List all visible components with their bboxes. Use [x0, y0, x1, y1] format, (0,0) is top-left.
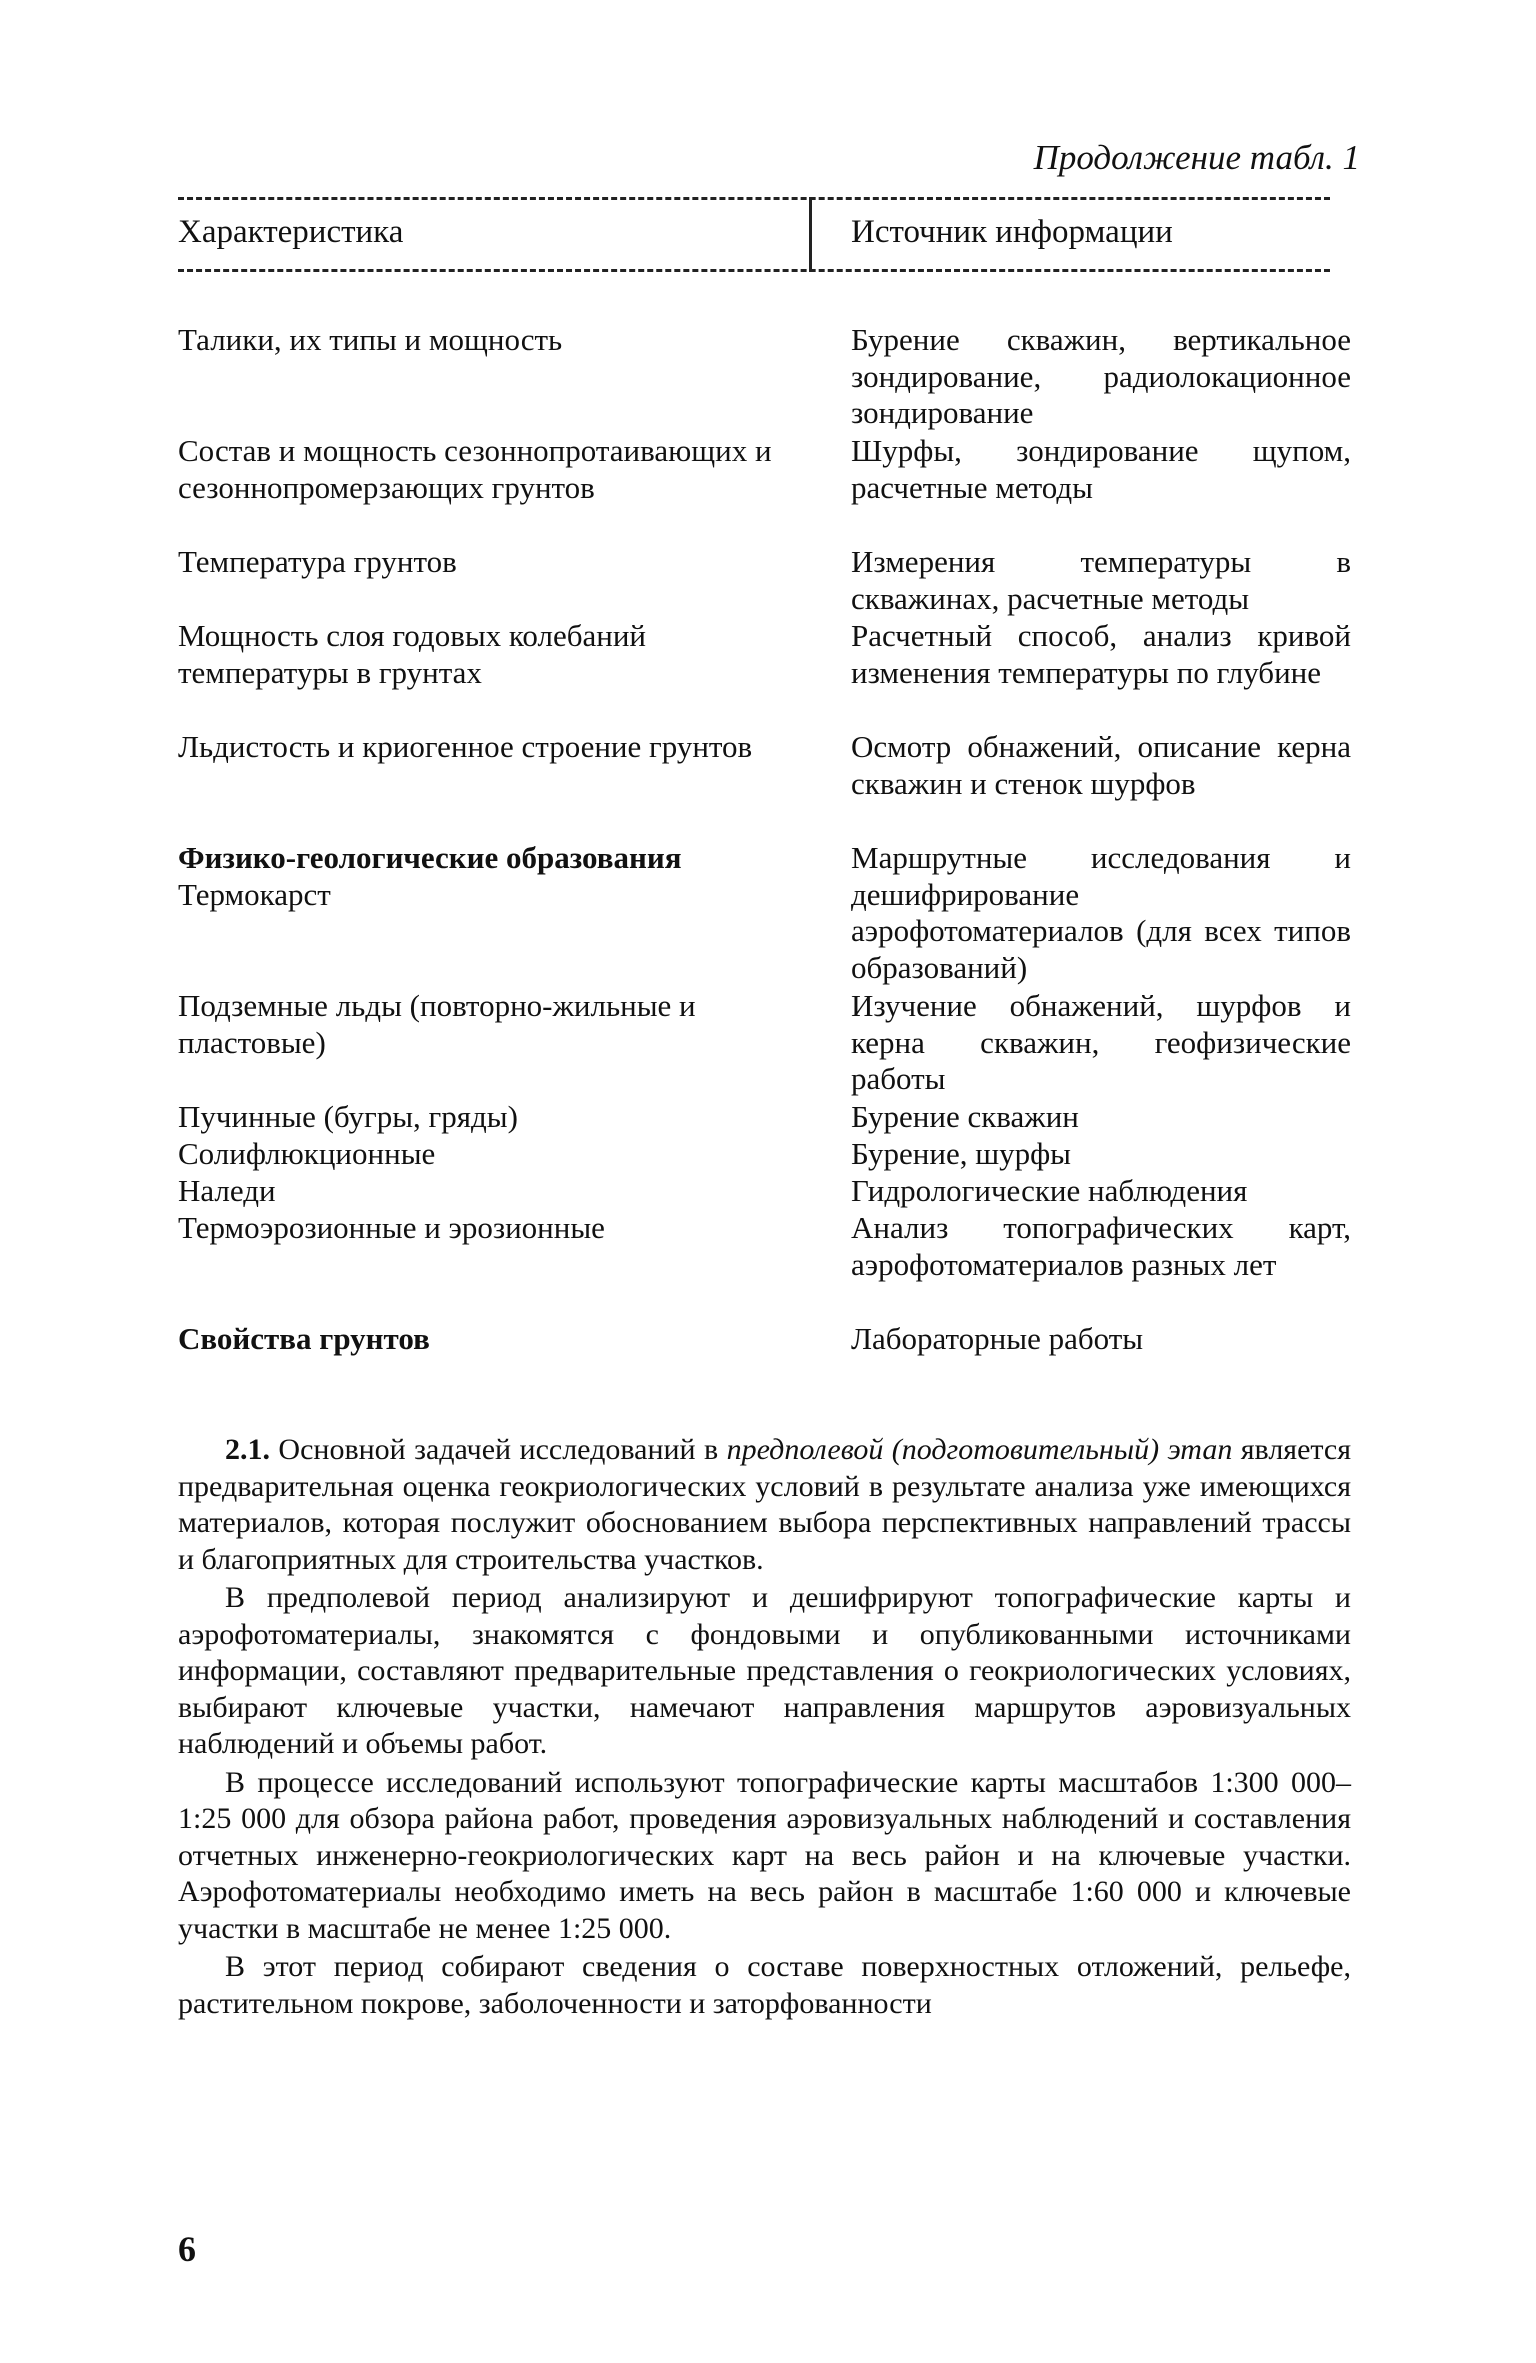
paragraph: В процессе исследований используют топографические карты масштабов 1:300 000–1:25 000 для обзора района работ, проведения аэровизуальных наблюдений и составления отчетных инженерно-геокриологических карт на весь район и на ключевые участки. Аэрофотоматериалы необходимо иметь на весь район в масштабе 1:60 000 и ключевые участки в масштабе не менее 1:25 000.	[178, 1765, 1351, 1945]
table-row	[0, 729, 1536, 840]
table-row	[0, 1173, 1536, 1210]
row-characteristic	[178, 840, 778, 913]
row-characteristic-text: Термокарст	[178, 876, 331, 912]
paragraph	[178, 1432, 1351, 1578]
table-row	[0, 1136, 1536, 1173]
table-row	[0, 1099, 1536, 1136]
table-row	[0, 322, 1536, 433]
row-characteristic: Свойства грунтов	[178, 1321, 430, 1356]
row-characteristic: Солифлюкционные	[178, 1136, 436, 1171]
table-caption: Продолжение табл. 1	[1033, 138, 1360, 177]
row-characteristic: Пучинные (бугры, гряды)	[178, 1099, 518, 1134]
row-characteristic: Термоэрозионные и эрозионные	[178, 1210, 605, 1245]
row-characteristic: Температура грунтов	[178, 544, 457, 579]
row-characteristic: Подземные льды (повторно-жильные и пластовые)	[178, 988, 696, 1060]
row-source: Осмотр обнажений, описание керна скважин и стенок шурфов	[851, 729, 1351, 801]
row-source: Бурение скважин, вертикальное зондирование, радиолокационное зондирование	[851, 322, 1351, 430]
table-row	[0, 433, 1536, 544]
paragraph: В этот период собирают сведения о составе поверхностных отложений, рельефе, растительном покрове, заболоченности и заторфованности	[178, 1950, 1351, 2020]
row-source: Гидрологические наблюдения	[851, 1173, 1248, 1208]
row-source: Бурение, шурфы	[851, 1136, 1072, 1171]
row-source: Изучение обнажений, шурфов и керна скважин, геофизические работы	[851, 988, 1351, 1096]
table-row	[0, 840, 1536, 988]
column-header-characteristic: Характеристика	[178, 214, 404, 250]
table-row	[0, 544, 1536, 618]
paragraph-text: является предварительная оценка геокриологических условий в результате анализа уже имеющихся материалов, которая послужит обоснованием выбора перспективных направлений трассы и благоприятных для строительства участков.	[178, 1433, 1351, 1576]
table-row	[0, 1321, 1536, 1358]
row-source: Лабораторные работы	[851, 1321, 1144, 1356]
section-number: 2.1.	[225, 1433, 270, 1466]
row-characteristic: Мощность слоя годовых колебаний температуры в грунтах	[178, 618, 647, 690]
row-source: Измерения температуры в скважинах, расчетные методы	[851, 544, 1351, 616]
paragraph: В предполевой период анализируют и дешифрируют топографические карты и аэрофотоматериалы, знакомятся с фондовыми и опубликованными источниками информации, составляют предварительные представления о геокриологических условиях, выбирают ключевые участки, намечают направления маршрутов аэровизуальных наблюдений и объемы работ.	[178, 1581, 1351, 1760]
row-source: Маршрутные исследования и дешифрирование аэрофотоматериалов (для всех типов образований)	[851, 840, 1351, 985]
row-characteristic: Льдистость и криогенное строение грунтов	[178, 729, 753, 764]
column-header-source: Источник информации	[851, 214, 1173, 250]
row-group-heading: Физико-геологические образования	[178, 840, 682, 875]
row-source: Шурфы, зондирование щупом, расчетные методы	[851, 433, 1351, 505]
row-source: Расчетный способ, анализ кривой изменения температуры по глубине	[851, 618, 1351, 690]
page-number: 6	[178, 2229, 196, 2269]
table-column-divider	[809, 197, 812, 272]
row-source: Анализ топографических карт, аэрофотоматериалов разных лет	[851, 1210, 1351, 1282]
body-text	[178, 1432, 1351, 2022]
table-top-rule	[178, 197, 1330, 200]
emphasis-text: предполевой (подготовительный) этап	[726, 1433, 1233, 1466]
row-characteristic: Талики, их типы и мощность	[178, 322, 563, 357]
row-source: Бурение скважин	[851, 1099, 1079, 1134]
table-row	[0, 1210, 1536, 1321]
table-row	[0, 988, 1536, 1099]
table-header-rule	[178, 269, 1330, 272]
table-body	[0, 322, 1536, 1358]
row-characteristic: Состав и мощность сезоннопротаивающих и сезоннопромерзающих грунтов	[178, 433, 772, 505]
table-row	[0, 618, 1536, 729]
row-characteristic: Наледи	[178, 1173, 276, 1208]
paragraph-text: Основной задачей исследований в	[270, 1433, 727, 1466]
